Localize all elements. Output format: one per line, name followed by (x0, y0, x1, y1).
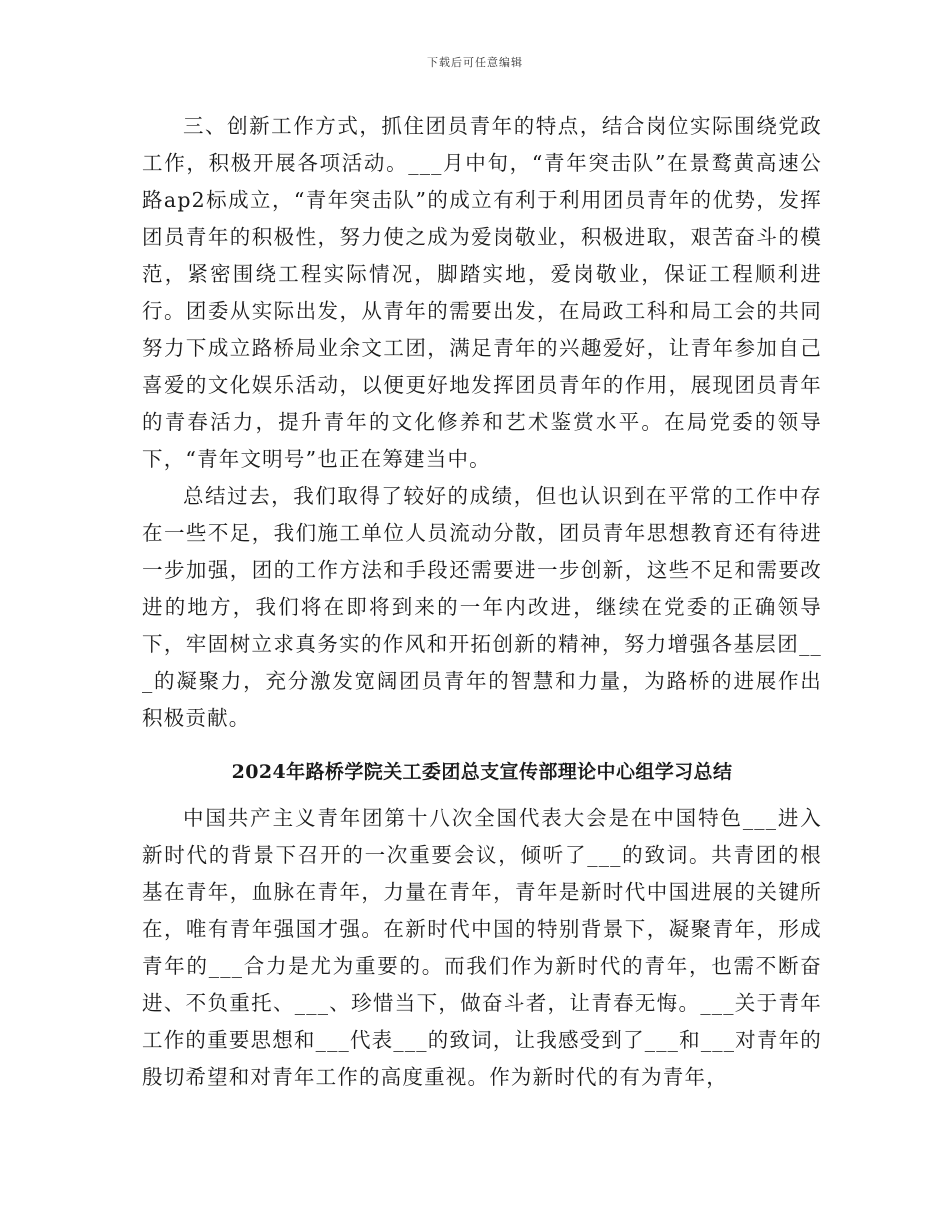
paragraph-summary: 总结过去，我们取得了较好的成绩，但也认识到在平常的工作中存在一些不足，我们施工单位人员流动分散，团员青年思想教育还有待进一步加强，团的工作方法和手段还需要进一步创新，这些不足和需要改进的地方，我们将在即将到来的一年内改进，继续在党委的正确领导下，牢固树立求真务实的作风和开拓创新的精神，努力增强各基层团___的凝聚力，充分激发宽阔团员青年的智慧和力量，为路桥的进展作出积极贡献。 (142, 484, 822, 730)
header-note: 下载后可任意编辑 (427, 56, 523, 69)
document-body (142, 108, 822, 1096)
paragraph-innovation: 三、创新工作方式，抓住团员青年的特点，结合岗位实际围绕党政工作，积极开展各项活动。___月中旬，“青年突击队”在景鹜黄高速公路ap2标成立，“青年突击队”的成立有利于利用团员青年的优势，发挥团员青年的积极性，努力使之成为爱岗敬业，积极进取，艰苦奋斗的模范，紧密围绕工程实际情况，脚踏实地，爱岗敬业，保证工程顺利进行。团委从实际出发，从青年的需要出发，在局政工科和局工会的共同努力下成立路桥局业余文工团，满足青年的兴趣爱好，让青年参加自己喜爱的文化娱乐活动，以便更好地发挥团员青年的作用，展现团员青年的青春活力，提升青年的文化修养和艺术鉴赏水平。在局党委的领导下，“青年文明号”也正在筹建当中。 (142, 114, 822, 471)
section-title: 2024年路桥学院关工委团总支宣传部理论中心组学习总结 (231, 761, 733, 783)
paragraph-congress: 中国共产主义青年团第十八次全国代表大会是在中国特色___进入新时代的背景下召开的一次重要会议，倾听了___的致词。共青团的根基在青年，血脉在青年，力量在青年，青年是新时代中国进展的关键所在，唯有青年强国才强。在新时代中国的特别背景下，凝聚青年，形成青年的___合力是尤为重要的。而我们作为新时代的青年，也需不断奋进、不负重托、___、珍惜当下，做奋斗者，让青春无悔。___关于青年工作的重要思想和___代表___的致词，让我感受到了___和___对青年的殷切希望和对青年工作的高度重视。作为新时代的有为青年， (142, 806, 822, 1089)
